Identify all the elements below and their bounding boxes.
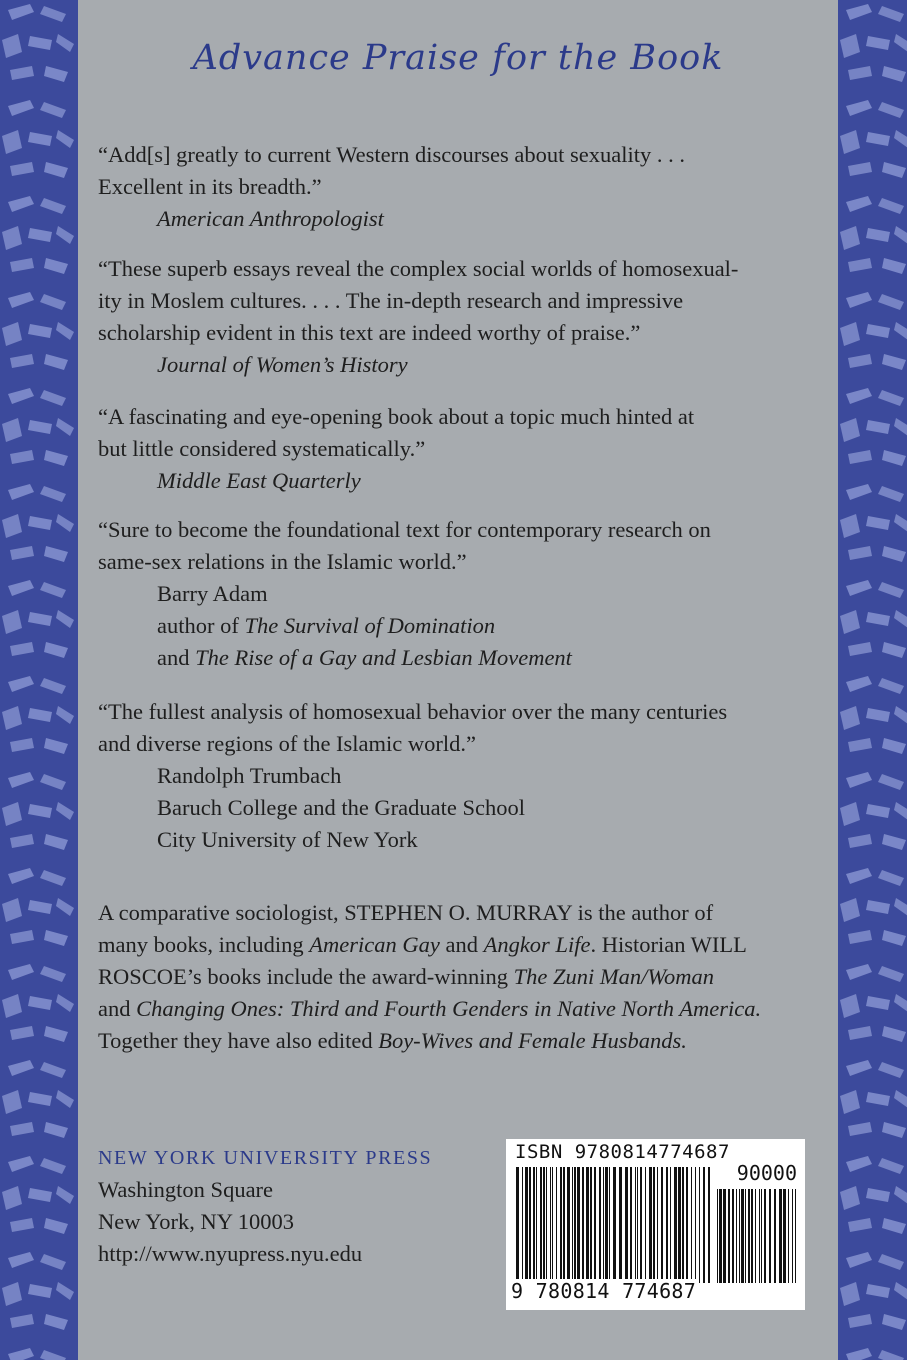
praise-quote-4 (98, 514, 818, 674)
barcode-bar (666, 1167, 668, 1283)
barcode-bar (586, 1167, 589, 1283)
barcode-bar (788, 1189, 789, 1283)
barcode-bar (736, 1189, 737, 1283)
quote-attribution-affiliation: City University of New York (157, 827, 418, 852)
quote-line: but little considered systematically.” (98, 436, 426, 461)
publisher-block (98, 1142, 478, 1270)
quote-line: same-sex relations in the Islamic world.” (98, 549, 467, 574)
author-bio (98, 897, 798, 1057)
barcode-bar (695, 1167, 696, 1283)
barcode-bar (529, 1167, 531, 1283)
left-decorative-border (0, 0, 78, 1360)
quote-line: “These superb essays reveal the complex social worlds of homosexual- (98, 256, 739, 281)
barcode-bar (599, 1167, 601, 1283)
quote-line: and diverse regions of the Islamic world.” (98, 731, 477, 756)
right-pattern (838, 0, 907, 1360)
quote-attribution-name: Randolph Trumbach (157, 763, 342, 788)
quote-line: “The fullest analysis of homosexual behavior over the many centuries (98, 699, 728, 724)
quote-line: “A fascinating and eye-opening book about a topic much hinted at (98, 404, 695, 429)
bio-line: many books, including American Gay and Angkor Life. Historian WILL (98, 932, 747, 957)
barcode-bar (625, 1167, 628, 1283)
barcode-bar (755, 1189, 756, 1283)
barcode-bar (719, 1189, 722, 1283)
barcode-bar (609, 1167, 610, 1283)
barcode-bar (546, 1167, 547, 1283)
barcode-bar (543, 1167, 545, 1283)
barcode-bar (522, 1167, 523, 1283)
barcode-bar (691, 1167, 692, 1283)
barcode-bar (717, 1189, 718, 1283)
quote-attribution-work: and The Rise of a Gay and Lesbian Movement (157, 645, 572, 670)
barcode-bar (682, 1167, 684, 1283)
quote-attribution-work: author of The Survival of Domination (157, 613, 496, 638)
barcode-bar (550, 1167, 551, 1283)
barcode-bar (745, 1189, 746, 1283)
publisher-name: NEW YORK UNIVERSITY PRESS (98, 1147, 433, 1169)
barcode-bar (774, 1189, 776, 1283)
isbn-barcode (506, 1139, 805, 1310)
barcode-bar (703, 1167, 705, 1283)
barcode-bar (563, 1167, 565, 1283)
barcode-bar (708, 1167, 710, 1283)
barcode-bar (619, 1167, 622, 1283)
quote-attribution-affiliation: Baruch College and the Graduate School (157, 795, 526, 820)
barcode-bar (552, 1167, 553, 1283)
quote-attribution: American Anthropologist (157, 206, 384, 231)
praise-quote-3 (98, 401, 818, 497)
barcode-bar (759, 1189, 760, 1283)
barcode-bar (795, 1189, 796, 1283)
barcode-bar (577, 1167, 580, 1283)
barcode-bar (678, 1167, 681, 1283)
praise-quote-1 (98, 139, 818, 235)
barcode-bar (761, 1189, 762, 1283)
publisher-city: New York, NY 10003 (98, 1209, 295, 1234)
barcode-bar (728, 1189, 730, 1283)
isbn-label: ISBN 9780814774687 (515, 1141, 730, 1163)
barcode-bar (525, 1167, 528, 1283)
barcode-bar (582, 1167, 584, 1283)
barcode-bar (779, 1189, 782, 1283)
barcode-bar (645, 1167, 646, 1283)
barcode-bar (567, 1167, 570, 1283)
back-cover (78, 0, 838, 1360)
quote-line: “Sure to become the foundational text for contemporary research on (98, 517, 711, 542)
barcode-bar (540, 1167, 542, 1283)
barcode-bar (613, 1167, 616, 1283)
barcode-bar (605, 1167, 608, 1283)
barcode-bar (630, 1167, 632, 1283)
barcode-bar (741, 1189, 744, 1283)
quote-line: Excellent in its breadth.” (98, 174, 322, 199)
quote-attribution-name: Barry Adam (157, 581, 268, 606)
bio-line: A comparative sociologist, STEPHEN O. MURRAY is the author of (98, 900, 714, 925)
barcode-bar (536, 1167, 537, 1283)
barcode-bar (674, 1167, 677, 1283)
quote-attribution: Middle East Quarterly (157, 468, 361, 493)
quote-line: scholarship evident in this text are indeed worthy of praise.” (98, 320, 641, 345)
barcode-bar (574, 1167, 576, 1283)
barcode-bar (635, 1167, 636, 1283)
barcode-bar (649, 1167, 652, 1283)
praise-quote-5 (98, 696, 818, 856)
left-pattern (0, 0, 78, 1360)
barcode-bar (560, 1167, 562, 1283)
bio-line: Together they have also edited Boy-Wives and Female Husbands. (98, 1028, 687, 1053)
barcode-bar (739, 1189, 740, 1283)
quote-attribution: Journal of Women’s History (157, 352, 408, 377)
publisher-address: Washington Square (98, 1177, 274, 1202)
publisher-url: http://www.nyupress.nyu.edu (98, 1241, 363, 1266)
barcode-bar (751, 1189, 753, 1283)
barcode-bar (603, 1167, 604, 1283)
barcode-bars (516, 1167, 710, 1283)
barcode-bar (792, 1189, 793, 1283)
quote-line: ity in Moslem cultures. . . . The in-depth research and impressive (98, 288, 684, 313)
barcode-bar (572, 1167, 573, 1283)
barcode-bar (590, 1167, 592, 1283)
barcode-bar (637, 1167, 638, 1283)
barcode-bar (640, 1167, 642, 1283)
bio-line: ROSCOE’s books include the award-winning The Zuni Man/Woman (98, 964, 715, 989)
barcode-bar (533, 1167, 535, 1283)
quote-line: “Add[s] greatly to current Western discourses about sexuality . . . (98, 142, 685, 167)
barcode-bar (661, 1167, 663, 1283)
barcode-bar (686, 1167, 688, 1283)
addon-barcode-bars (717, 1189, 797, 1283)
price-code: 90000 (736, 1161, 797, 1185)
barcode-bar (516, 1167, 519, 1283)
barcode-bar (653, 1167, 655, 1283)
praise-quote-2 (98, 253, 818, 381)
barcode-bar (783, 1189, 786, 1283)
bio-line: and Changing Ones: Third and Fourth Genders in Native North America. (98, 996, 762, 1021)
barcode-bar (732, 1189, 734, 1283)
barcode-bar (699, 1167, 700, 1283)
barcode-bar (670, 1167, 671, 1283)
barcode-bar (764, 1189, 766, 1283)
page-title: Advance Praise for the Book (192, 38, 724, 78)
barcode-bar (748, 1189, 750, 1283)
barcode-bar (657, 1167, 658, 1283)
barcode-bar (723, 1189, 726, 1283)
barcode-bar (556, 1167, 557, 1283)
barcode-bar (594, 1167, 596, 1283)
barcode-bar (769, 1189, 771, 1283)
right-decorative-border (838, 0, 907, 1360)
barcode-digits: 9 780814 774687 (511, 1279, 697, 1303)
